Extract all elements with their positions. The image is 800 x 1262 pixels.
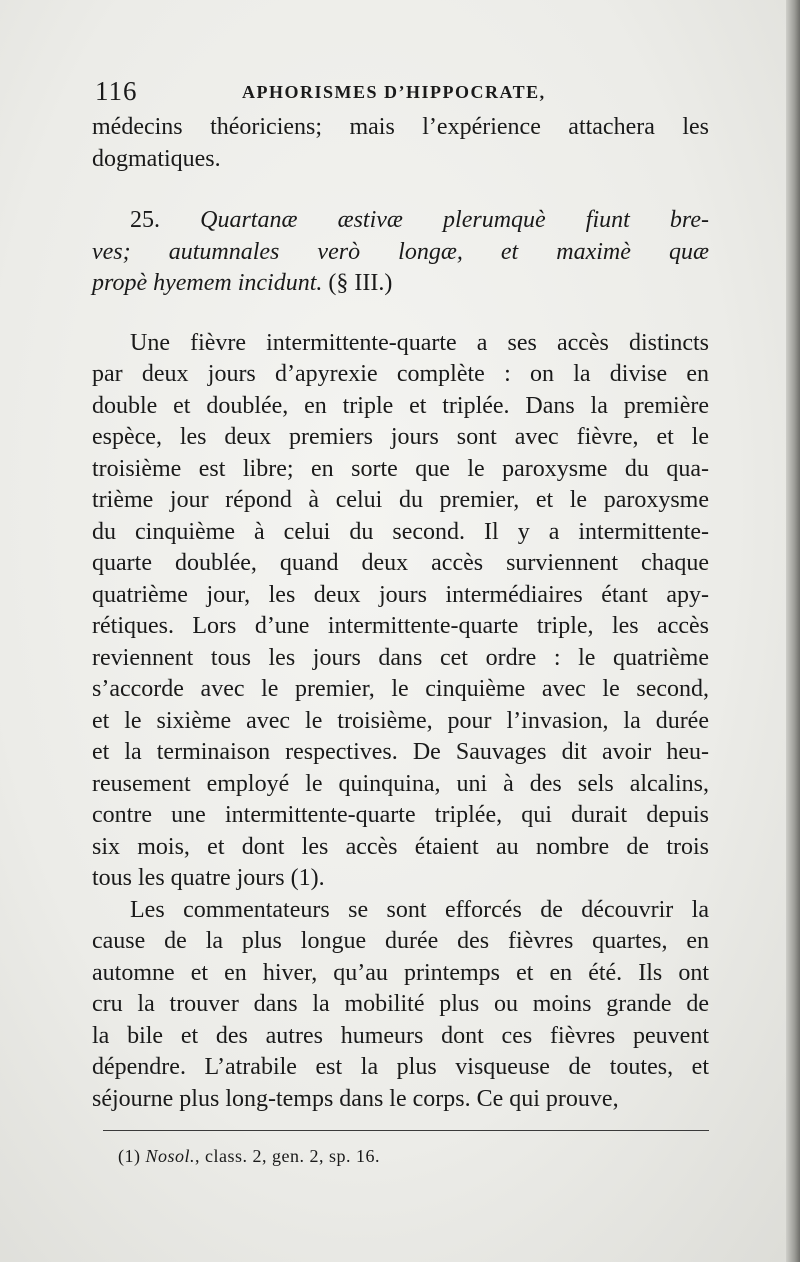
paragraph-1 [92,328,709,895]
aphorism-text: propè hyemem incidunt. [92,270,323,296]
aphorism-line [92,268,709,300]
aphorism-line [92,205,709,237]
page-header [95,76,715,112]
text-line: et la terminaison respectives. De Sauvages dit avoir heu- [92,739,709,765]
text-line: rétiques. Lors d’une intermittente-quarte triple, les accès [92,613,709,639]
text-line: Les commentateurs se sont efforcés de découvrir la [130,896,709,923]
text-line: s’accorde avec le premier, le cinquième avec le second, [92,676,709,702]
text-line: dépendre. L’atrabile est la plus visqueuse de toutes, et [92,1054,709,1080]
running-head: APHORISMES D’HIPPOCRATE, [242,82,546,102]
aphorism-number: 25. [130,207,160,233]
text-line: tous les quatre jours (1). [92,865,325,891]
text-line: espèce, les deux premiers jours sont avec fièvre, et le [92,424,709,450]
text-line: médecins théoriciens; mais l’expérience attachera les [92,114,709,140]
footnote-rule [103,1130,709,1131]
text-line: du cinquième à celui du second. Il y a intermittente- [92,518,709,545]
footnote [118,1146,380,1167]
text-line: par deux jours d’apyrexie complète : on la divise en [92,361,709,387]
page-edge [786,0,800,1262]
text-line: cru la trouver dans la mobilité plus ou moins grande de [92,991,709,1017]
text-line: la bile et des autres humeurs dont ces fièvres peuvent [92,1022,709,1049]
text-line: quatrième jour, les deux jours intermédiaires étant apy- [92,581,709,608]
text-line: trième jour répond à celui du premier, et le paroxysme [92,487,709,513]
text-line: double et doublée, en triple et triplée. Dans la première [92,392,709,419]
aphorism-reference: (§ III.) [328,270,393,296]
text-line: Une fièvre intermittente-quarte a ses accès distincts [130,329,709,356]
text-line: contre une intermittente-quarte triplée, qui durait depuis [92,802,709,828]
text-line: cause de la plus longue durée des fièvres quartes, en [92,928,709,954]
text-line: troisième est libre; en sorte que le paroxysme du qua- [92,455,709,482]
aphorism-text: Quartanæ æstivæ plerumquè fiunt bre- [200,207,710,233]
footnote-source: Nosol. [145,1146,196,1166]
main-text [92,112,709,1115]
aphorism-line: ves; autumnales verò longæ, et maximè quæ [92,238,709,265]
text-line: et le sixième avec le troisième, pour l’invasion, la durée [92,707,709,734]
text-line: reviennent tous les jours dans cet ordre : le quatrième [92,644,709,671]
footnote-rest: , class. 2, gen. 2, sp. 16. [195,1146,380,1166]
text-line: six mois, et dont les accès étaient au nombre de trois [92,833,709,860]
text-line: séjourne plus long-temps dans le corps. Ce qui prouve, [92,1085,619,1112]
text-line: reusement employé le quinquina, uni à des sels alcalins, [92,770,709,797]
text-line: quarte doublée, quand deux accès surviennent chaque [92,550,709,576]
paragraph-2 [92,895,709,1116]
page-number: 116 [95,76,138,106]
footnote-marker: (1) [118,1146,141,1166]
text-line: dogmatiques. [92,145,221,172]
text-line: automne et en hiver, qu’au printemps et en été. Ils ont [92,959,709,986]
